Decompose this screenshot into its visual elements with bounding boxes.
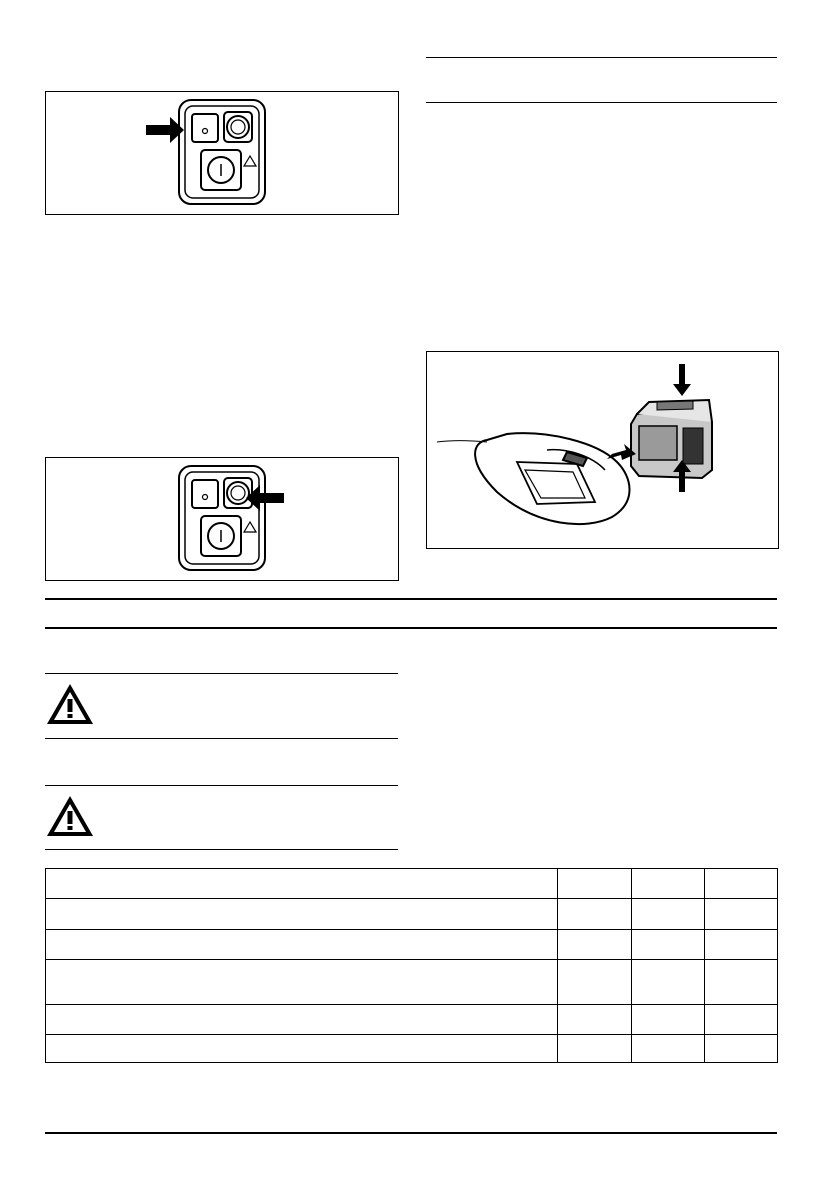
warning-2-rule-top	[45, 785, 398, 786]
warning-2-rule-bottom	[45, 849, 398, 850]
specification-table	[45, 868, 778, 1063]
table-cell	[632, 1005, 705, 1035]
table-cell	[705, 869, 778, 899]
table-cell	[705, 930, 778, 960]
table-cell	[705, 960, 778, 1005]
section-rule-bottom	[45, 627, 777, 629]
table-cell	[632, 960, 705, 1005]
table-cell	[705, 1035, 778, 1063]
warning-triangle-icon	[45, 682, 95, 726]
right-section-rule-bottom	[426, 102, 777, 103]
control-panel-illustration	[46, 92, 400, 216]
control-panel-figure-2	[45, 457, 399, 581]
table-cell	[46, 1035, 558, 1063]
table-cell	[632, 1035, 705, 1063]
table-cell	[632, 869, 705, 899]
control-panel-illustration-2	[46, 458, 400, 582]
table-cell	[632, 899, 705, 930]
table-cell	[46, 899, 558, 930]
right-section-rule-top	[426, 57, 777, 58]
warning-1-rule-bottom	[45, 738, 398, 739]
warning-1-rule-top	[45, 673, 398, 674]
table-row	[46, 1005, 778, 1035]
table-cell	[46, 930, 558, 960]
table-row	[46, 869, 778, 899]
table-cell	[705, 1005, 778, 1035]
section-rule-top	[45, 598, 777, 600]
warning-triangle-icon-2	[45, 794, 95, 838]
table-cell	[632, 930, 705, 960]
table-row	[46, 1035, 778, 1063]
battery-illustration	[427, 352, 780, 550]
table-cell	[46, 1005, 558, 1035]
table-row	[46, 930, 778, 960]
table-cell	[558, 869, 632, 899]
table-cell	[558, 960, 632, 1005]
table-cell	[705, 899, 778, 930]
footer-rule	[45, 1132, 777, 1134]
control-panel-figure-1	[45, 91, 399, 215]
table-cell	[46, 960, 558, 1005]
table-cell	[558, 1005, 632, 1035]
table-row	[46, 960, 778, 1005]
table-cell	[558, 1035, 632, 1063]
table-cell	[46, 869, 558, 899]
battery-insert-figure	[426, 351, 779, 549]
table-cell	[558, 899, 632, 930]
table-cell	[558, 930, 632, 960]
table-row	[46, 899, 778, 930]
